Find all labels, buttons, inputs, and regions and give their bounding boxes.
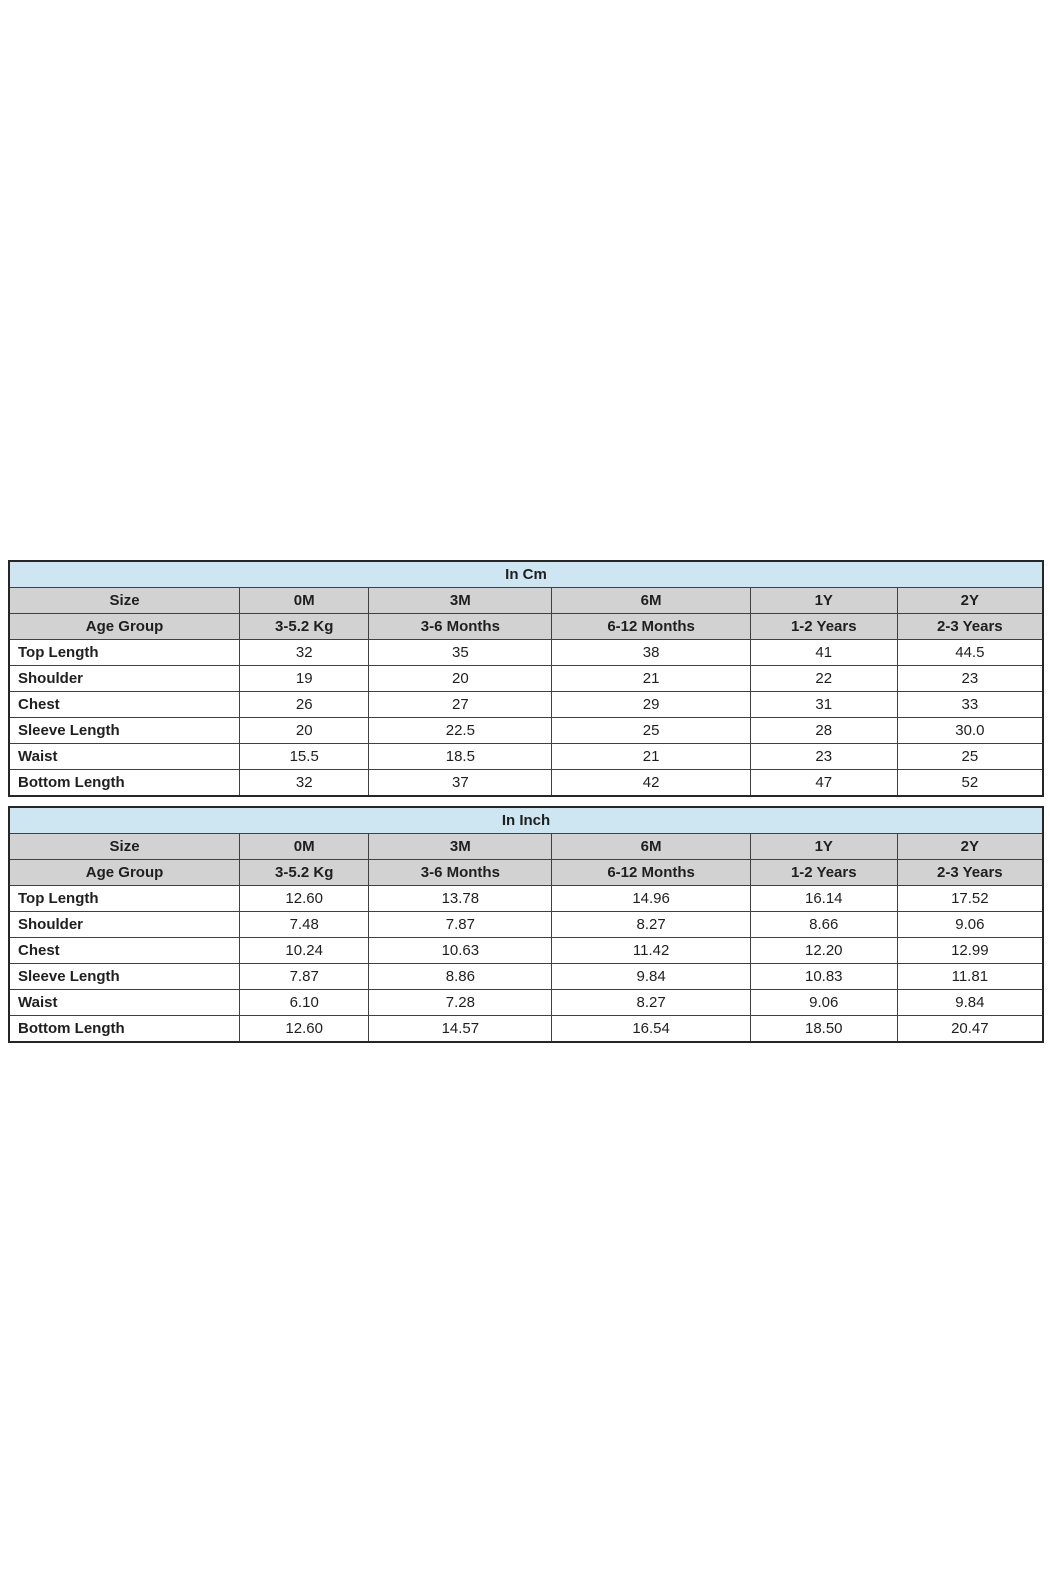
value-cell: 7.28 xyxy=(369,990,552,1016)
age-group-header-row xyxy=(9,860,1043,886)
value-cell: 9.06 xyxy=(897,912,1043,938)
value-cell: 9.06 xyxy=(750,990,897,1016)
value-cell: 12.60 xyxy=(240,1016,369,1043)
measure-label: Bottom Length xyxy=(9,770,240,797)
value-cell: 27 xyxy=(369,692,552,718)
value-cell: 18.50 xyxy=(750,1016,897,1043)
age-group-cell: 1-2 Years xyxy=(750,614,897,640)
table-row xyxy=(9,938,1043,964)
value-cell: 12.20 xyxy=(750,938,897,964)
value-cell: 8.27 xyxy=(552,990,751,1016)
measure-label: Top Length xyxy=(9,886,240,912)
size-header-cell: 3M xyxy=(369,588,552,614)
table-row xyxy=(9,666,1043,692)
value-cell: 8.86 xyxy=(369,964,552,990)
size-header-cell: 2Y xyxy=(897,588,1043,614)
table-row xyxy=(9,640,1043,666)
size-header-cell: 0M xyxy=(240,834,369,860)
value-cell: 21 xyxy=(552,744,751,770)
age-group-cell: 3-6 Months xyxy=(369,860,552,886)
value-cell: 25 xyxy=(897,744,1043,770)
age-group-label-cell: Age Group xyxy=(9,860,240,886)
value-cell: 14.96 xyxy=(552,886,751,912)
table-title-inch: In Inch xyxy=(9,807,1043,834)
value-cell: 32 xyxy=(240,770,369,797)
value-cell: 31 xyxy=(750,692,897,718)
value-cell: 28 xyxy=(750,718,897,744)
size-header-cell: 1Y xyxy=(750,588,897,614)
table-row xyxy=(9,807,1043,834)
measure-label: Shoulder xyxy=(9,666,240,692)
value-cell: 20 xyxy=(240,718,369,744)
measure-label: Waist xyxy=(9,744,240,770)
value-cell: 8.66 xyxy=(750,912,897,938)
size-header-cell: 6M xyxy=(552,834,751,860)
value-cell: 7.87 xyxy=(369,912,552,938)
value-cell: 7.48 xyxy=(240,912,369,938)
age-group-cell: 3-5.2 Kg xyxy=(240,614,369,640)
value-cell: 22.5 xyxy=(369,718,552,744)
value-cell: 11.81 xyxy=(897,964,1043,990)
table-row xyxy=(9,718,1043,744)
value-cell: 16.14 xyxy=(750,886,897,912)
value-cell: 17.52 xyxy=(897,886,1043,912)
measure-label: Sleeve Length xyxy=(9,718,240,744)
value-cell: 29 xyxy=(552,692,751,718)
size-header-cell: 1Y xyxy=(750,834,897,860)
value-cell: 52 xyxy=(897,770,1043,797)
table-row xyxy=(9,912,1043,938)
value-cell: 14.57 xyxy=(369,1016,552,1043)
size-header-row xyxy=(9,588,1043,614)
size-chart-cm xyxy=(8,560,1044,797)
table-row xyxy=(9,886,1043,912)
age-group-cell: 6-12 Months xyxy=(552,614,751,640)
value-cell: 12.99 xyxy=(897,938,1043,964)
value-cell: 13.78 xyxy=(369,886,552,912)
age-group-cell: 3-6 Months xyxy=(369,614,552,640)
value-cell: 23 xyxy=(750,744,897,770)
value-cell: 37 xyxy=(369,770,552,797)
age-group-cell: 1-2 Years xyxy=(750,860,897,886)
value-cell: 6.10 xyxy=(240,990,369,1016)
measure-label: Waist xyxy=(9,990,240,1016)
size-chart-inch-table xyxy=(8,806,1044,1043)
size-label-cell: Size xyxy=(9,834,240,860)
size-label-cell: Size xyxy=(9,588,240,614)
value-cell: 7.87 xyxy=(240,964,369,990)
measure-label: Bottom Length xyxy=(9,1016,240,1043)
value-cell: 25 xyxy=(552,718,751,744)
value-cell: 41 xyxy=(750,640,897,666)
age-group-header-row xyxy=(9,614,1043,640)
table-row xyxy=(9,990,1043,1016)
value-cell: 26 xyxy=(240,692,369,718)
value-cell: 21 xyxy=(552,666,751,692)
size-header-cell: 2Y xyxy=(897,834,1043,860)
value-cell: 8.27 xyxy=(552,912,751,938)
table-row xyxy=(9,770,1043,797)
age-group-cell: 2-3 Years xyxy=(897,860,1043,886)
table-row xyxy=(9,964,1043,990)
value-cell: 22 xyxy=(750,666,897,692)
value-cell: 38 xyxy=(552,640,751,666)
value-cell: 15.5 xyxy=(240,744,369,770)
value-cell: 44.5 xyxy=(897,640,1043,666)
measure-label: Chest xyxy=(9,938,240,964)
age-group-cell: 3-5.2 Kg xyxy=(240,860,369,886)
age-group-label-cell: Age Group xyxy=(9,614,240,640)
value-cell: 30.0 xyxy=(897,718,1043,744)
size-header-cell: 3M xyxy=(369,834,552,860)
value-cell: 20.47 xyxy=(897,1016,1043,1043)
measure-label: Shoulder xyxy=(9,912,240,938)
value-cell: 18.5 xyxy=(369,744,552,770)
value-cell: 19 xyxy=(240,666,369,692)
value-cell: 33 xyxy=(897,692,1043,718)
value-cell: 47 xyxy=(750,770,897,797)
value-cell: 16.54 xyxy=(552,1016,751,1043)
value-cell: 10.63 xyxy=(369,938,552,964)
size-header-cell: 6M xyxy=(552,588,751,614)
value-cell: 32 xyxy=(240,640,369,666)
size-header-cell: 0M xyxy=(240,588,369,614)
value-cell: 10.24 xyxy=(240,938,369,964)
size-header-row xyxy=(9,834,1043,860)
value-cell: 42 xyxy=(552,770,751,797)
value-cell: 12.60 xyxy=(240,886,369,912)
value-cell: 20 xyxy=(369,666,552,692)
table-row xyxy=(9,561,1043,588)
value-cell: 23 xyxy=(897,666,1043,692)
table-title-cm: In Cm xyxy=(9,561,1043,588)
measure-label: Top Length xyxy=(9,640,240,666)
size-chart-inch xyxy=(8,806,1044,1043)
value-cell: 9.84 xyxy=(897,990,1043,1016)
age-group-cell: 2-3 Years xyxy=(897,614,1043,640)
measure-label: Chest xyxy=(9,692,240,718)
table-row xyxy=(9,1016,1043,1043)
value-cell: 10.83 xyxy=(750,964,897,990)
age-group-cell: 6-12 Months xyxy=(552,860,751,886)
size-chart-cm-table xyxy=(8,560,1044,797)
table-row xyxy=(9,744,1043,770)
value-cell: 9.84 xyxy=(552,964,751,990)
value-cell: 11.42 xyxy=(552,938,751,964)
measure-label: Sleeve Length xyxy=(9,964,240,990)
table-row xyxy=(9,692,1043,718)
value-cell: 35 xyxy=(369,640,552,666)
